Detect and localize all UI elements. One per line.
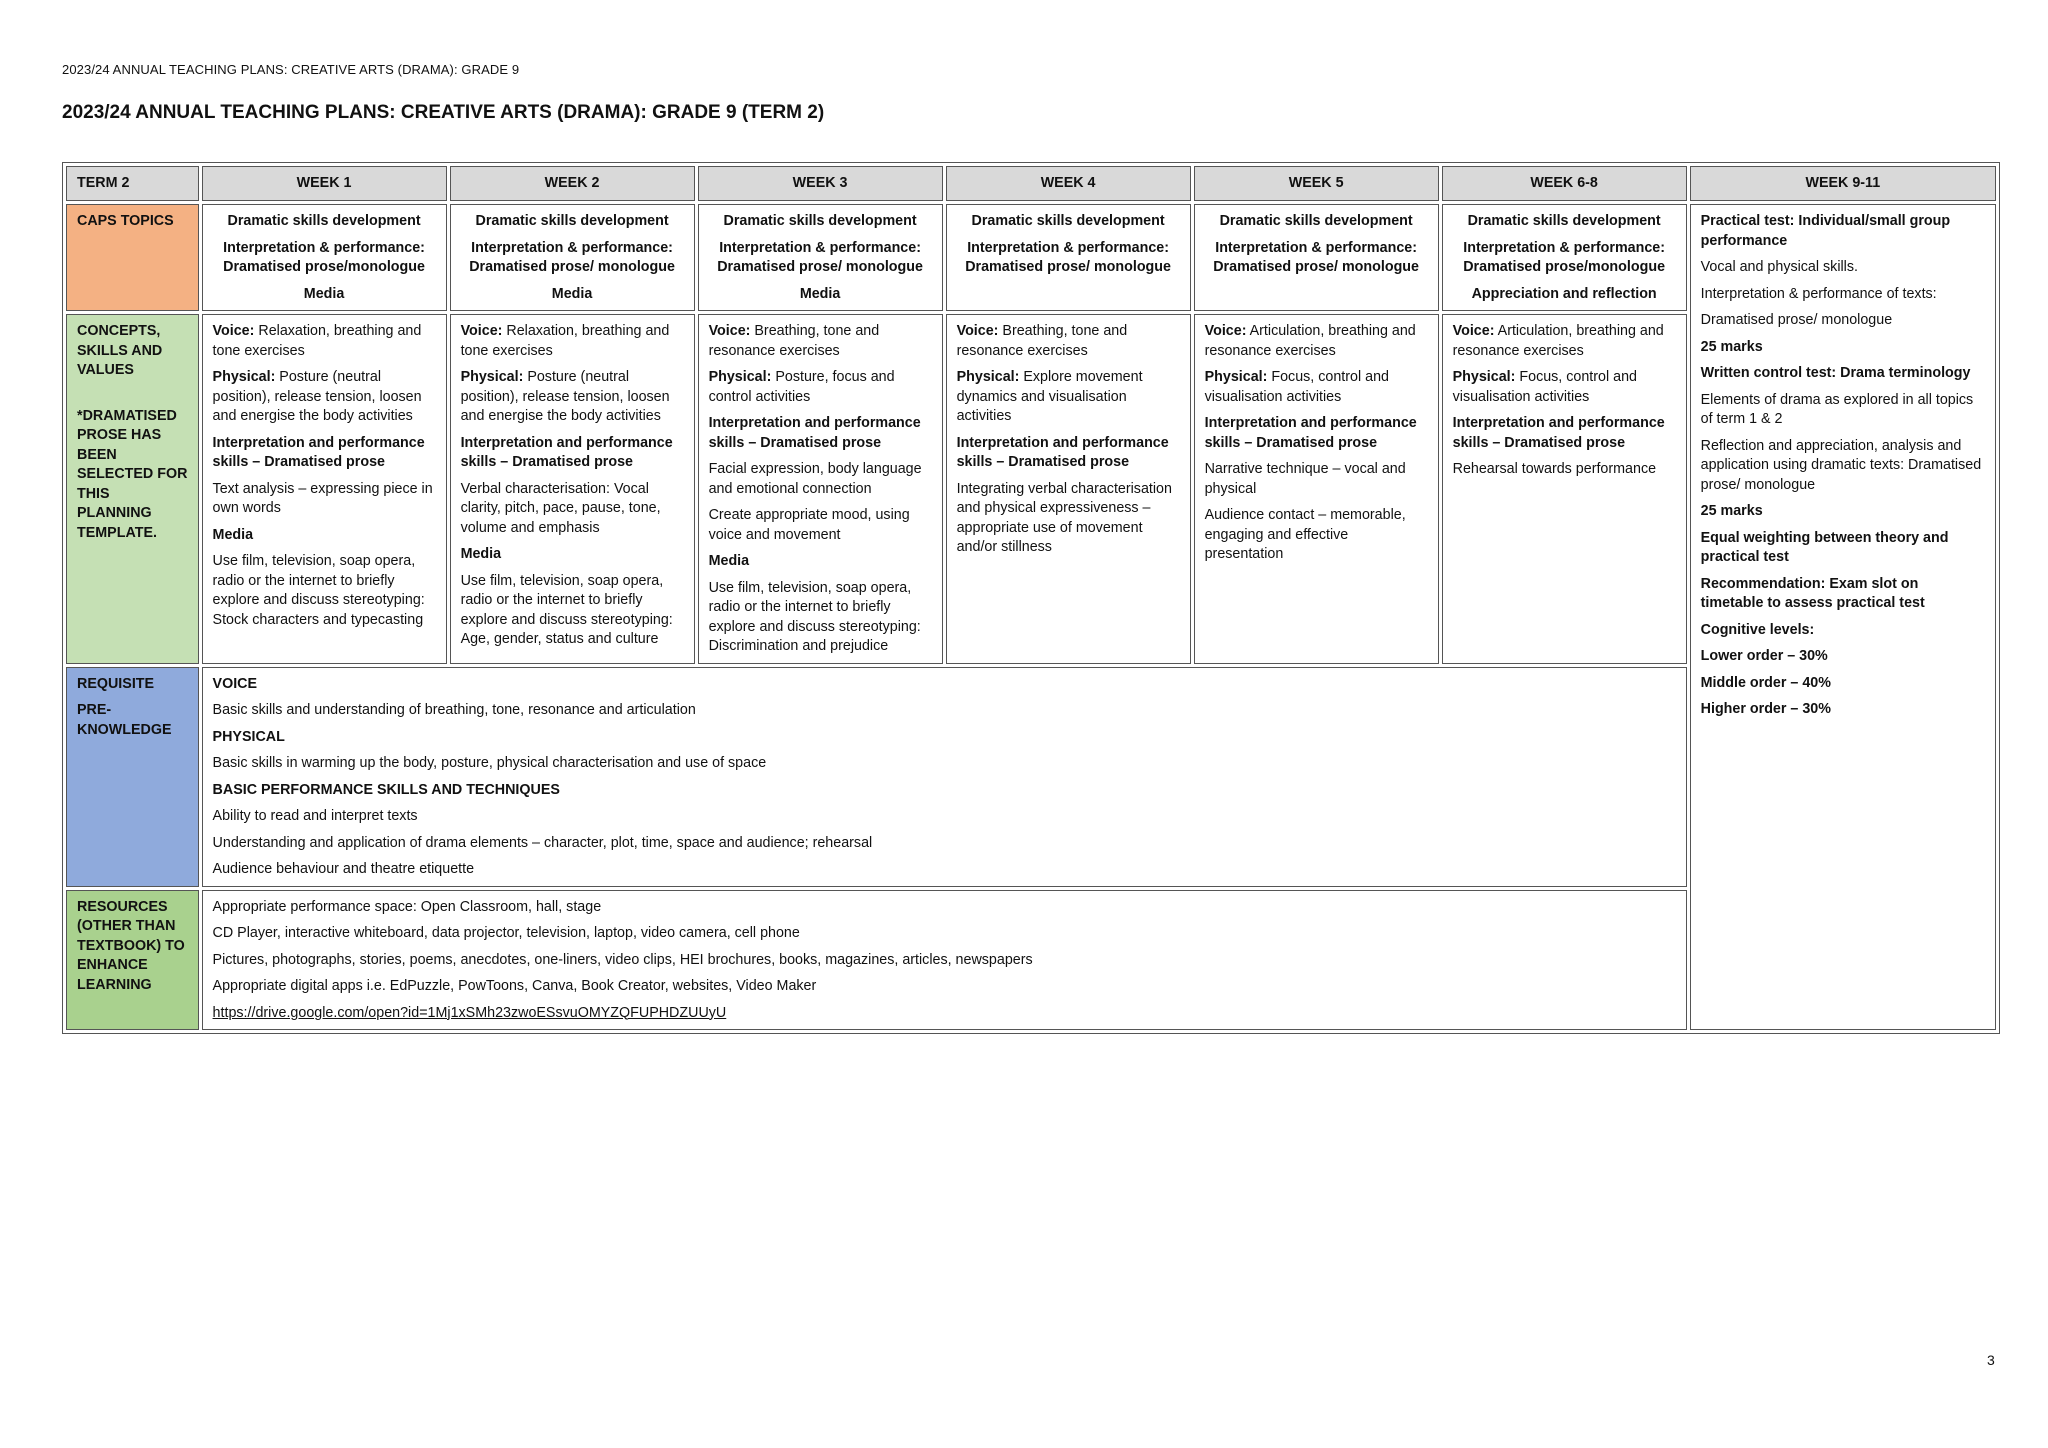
header-week-4: WEEK 4 (946, 166, 1191, 201)
cell-line: Interpretation & performance of texts: (1700, 285, 1937, 302)
cell-line: Interpretation and performance skills – Dramatised prose (956, 434, 1169, 470)
caps-cell: Dramatic skills development Interpretation & performance: Dramatised prose/ monologue (1194, 204, 1439, 311)
caps-cell: Dramatic skills development Interpretation & performance: Dramatised prose/ monologue Media (450, 204, 695, 311)
cell-line: Physical: Posture (neutral position), release tension, loosen and energise the body activities (460, 369, 670, 424)
cell-line: Lower order – 30% (1700, 648, 1828, 664)
dramatised-prose-note: *DRAMATISED PROSE HAS BEEN SELECTED FOR THIS PLANNING TEMPLATE. (77, 407, 188, 541)
caps-cell: Dramatic skills development Interpretation & performance: Dramatised prose/monologue Appreciation and reflection (1442, 204, 1687, 311)
cell-line: Use film, television, soap opera, radio or the internet to briefly explore and discuss stereotyping: Stock characters and typecasting (212, 553, 425, 628)
caps-topics-label: CAPS TOPICS (66, 204, 199, 311)
teaching-plan-table (62, 162, 2000, 1034)
cell-line: Understanding and application of drama elements – character, plot, time, space and audience; rehearsal (212, 834, 873, 851)
cell-line: Voice: Articulation, breathing and resonance exercises (1452, 323, 1664, 359)
cell-line: Interpretation and performance skills – Dramatised prose (1452, 415, 1665, 451)
cell-line: Voice: Relaxation, breathing and tone exercises (460, 323, 670, 359)
cell-line: 25 marks (1700, 503, 1763, 519)
cell-line: Use film, television, soap opera, radio or the internet to briefly explore and discuss stereotyping: Age, gender, status and culture (460, 572, 673, 647)
caps-cell: Dramatic skills development Interpretation & performance: Dramatised prose/ monologue Media (698, 204, 943, 311)
resources-cell: Appropriate performance space: Open Classroom, hall, stage CD Player, interactive whiteboard, data projector, television, laptop, video camera, cell phone Pictures, photographs, stories, poems, anecdotes, one-liners, video clips, HEI brochures, books, magazines, articles, newspapers Appropriate digital apps i.e. EdPuzzle, PowToons, Canva, Book Creator, websites, Video Maker https://drive.google.com/open?id=1Mj1xSMh23zwoESsvuOMYZQFUPHDZUUyU (202, 890, 1687, 1031)
page-number: 3 (1987, 1352, 1995, 1368)
concepts-cell (698, 314, 943, 664)
header-row (66, 166, 1996, 201)
resources-link[interactable]: https://drive.google.com/open?id=1Mj1xSMh23zwoESsvuOMYZQFUPHDZUUyU (212, 1004, 727, 1021)
cell-line: Media (708, 553, 750, 569)
concepts-cell (202, 314, 447, 664)
cell-line: Cognitive levels: (1700, 621, 1815, 638)
cell-line: Physical: Posture (neutral position), release tension, loosen and energise the body activities (212, 369, 422, 424)
cell-line: Narrative technique – vocal and physical (1204, 461, 1406, 497)
cell-line: Text analysis – expressing piece in own words (212, 480, 433, 516)
caps-cell: Dramatic skills development Interpretation & performance: Dramatised prose/monologue Media (202, 204, 447, 311)
caps-cell: Dramatic skills development Interpretation & performance: Dramatised prose/ monologue (946, 204, 1191, 311)
prerequisite-cell (202, 667, 1687, 887)
cell-line: Facial expression, body language and emotional connection (708, 461, 922, 497)
cell-line: Audience behaviour and theatre etiquette (212, 861, 475, 877)
assessment-cell (1690, 204, 1996, 1030)
cell-line: Recommendation: Exam slot on timetable to assess practical test (1700, 575, 1925, 611)
header-week-3: WEEK 3 (698, 166, 943, 201)
cell-line: Physical: Focus, control and visualisation activities (1204, 369, 1389, 405)
cell-line: Media (460, 546, 502, 562)
cell-line: Physical: Focus, control and visualisation activities (1452, 369, 1637, 405)
cell-line: Vocal and physical skills. (1700, 259, 1858, 275)
concepts-label: CONCEPTS, SKILLS AND VALUES *DRAMATISED PROSE HAS BEEN SELECTED FOR THIS PLANNING TEMPLATE. (66, 314, 199, 664)
resources-label: RESOURCES (OTHER THAN TEXTBOOK) TO ENHANCE LEARNING (66, 890, 199, 1031)
cell-line: PHYSICAL (212, 728, 285, 745)
cell-line: Interpretation and performance skills – Dramatised prose (1204, 415, 1417, 451)
page-title: 2023/24 ANNUAL TEACHING PLANS: CREATIVE ARTS (DRAMA): GRADE 9 (TERM 2) (62, 102, 825, 123)
cell-line: Verbal characterisation: Vocal clarity, pitch, pace, pause, tone, volume and emphasis (460, 480, 661, 536)
cell-line: Basic skills and understanding of breathing, tone, resonance and articulation (212, 702, 696, 718)
cell-line: Use film, television, soap opera, radio or the internet to briefly explore and discuss stereotyping: Discrimination and prejudice (708, 579, 921, 654)
cell-line: Audience contact – memorable, engaging and effective presentation (1204, 507, 1406, 562)
running-header: 2023/24 ANNUAL TEACHING PLANS: CREATIVE ARTS (DRAMA): GRADE 9 (62, 62, 520, 77)
cell-line: Media (212, 526, 254, 543)
cell-line: Voice: Relaxation, breathing and tone exercises (212, 323, 422, 359)
cell-line: Dramatised prose/ monologue (1700, 312, 1893, 328)
cell-line: Practical test: Individual/small group performance (1700, 213, 1951, 249)
cell-line: Integrating verbal characterisation and physical expressiveness – appropriate use of movement and/or stillness (956, 480, 1172, 555)
cell-line: Basic skills in warming up the body, posture, physical characterisation and use of space (212, 755, 767, 771)
header-term: TERM 2 (66, 166, 199, 201)
cell-line: Ability to read and interpret texts (212, 808, 418, 824)
concepts-cell (450, 314, 695, 664)
cell-line: Rehearsal towards performance (1452, 461, 1657, 477)
cell-line: Equal weighting between theory and practical test (1700, 529, 1949, 565)
concepts-cell (946, 314, 1191, 664)
cell-line: Reflection and appreciation, analysis and application using dramatic texts: Dramatised prose/ monologue (1700, 437, 1982, 493)
caps-topics-row (66, 204, 1996, 311)
cell-line: VOICE (212, 675, 258, 692)
cell-line: Voice: Breathing, tone and resonance exercises (708, 323, 880, 359)
concepts-cell (1194, 314, 1439, 664)
cell-line: Interpretation and performance skills – Dramatised prose (708, 415, 921, 451)
cell-line: Interpretation and performance skills – Dramatised prose (460, 434, 673, 470)
header-week-9-11: WEEK 9-11 (1690, 166, 1996, 201)
header-week-6-8: WEEK 6-8 (1442, 166, 1687, 201)
header-week-2: WEEK 2 (450, 166, 695, 201)
cell-line: Interpretation and performance skills – Dramatised prose (212, 434, 425, 470)
cell-line: Voice: Breathing, tone and resonance exercises (956, 323, 1128, 359)
cell-line: Physical: Explore movement dynamics and visualisation activities (956, 369, 1143, 424)
cell-line: Create appropriate mood, using voice and movement (708, 507, 910, 543)
concepts-cell (1442, 314, 1687, 664)
cell-line: Elements of drama as explored in all topics of term 1 & 2 (1700, 391, 1974, 427)
cell-line: Voice: Articulation, breathing and resonance exercises (1204, 323, 1416, 359)
cell-line: BASIC PERFORMANCE SKILLS AND TECHNIQUES (212, 781, 560, 798)
header-week-5: WEEK 5 (1194, 166, 1439, 201)
cell-line: Middle order – 40% (1700, 674, 1831, 691)
cell-line: Written control test: Drama terminology (1700, 365, 1971, 381)
prerequisite-label: REQUISITE PRE-KNOWLEDGE (66, 667, 199, 887)
cell-line: 25 marks (1700, 338, 1763, 355)
cell-line: Physical: Posture, focus and control activities (708, 369, 895, 405)
cell-line: Higher order – 30% (1700, 701, 1831, 717)
header-week-1: WEEK 1 (202, 166, 447, 201)
